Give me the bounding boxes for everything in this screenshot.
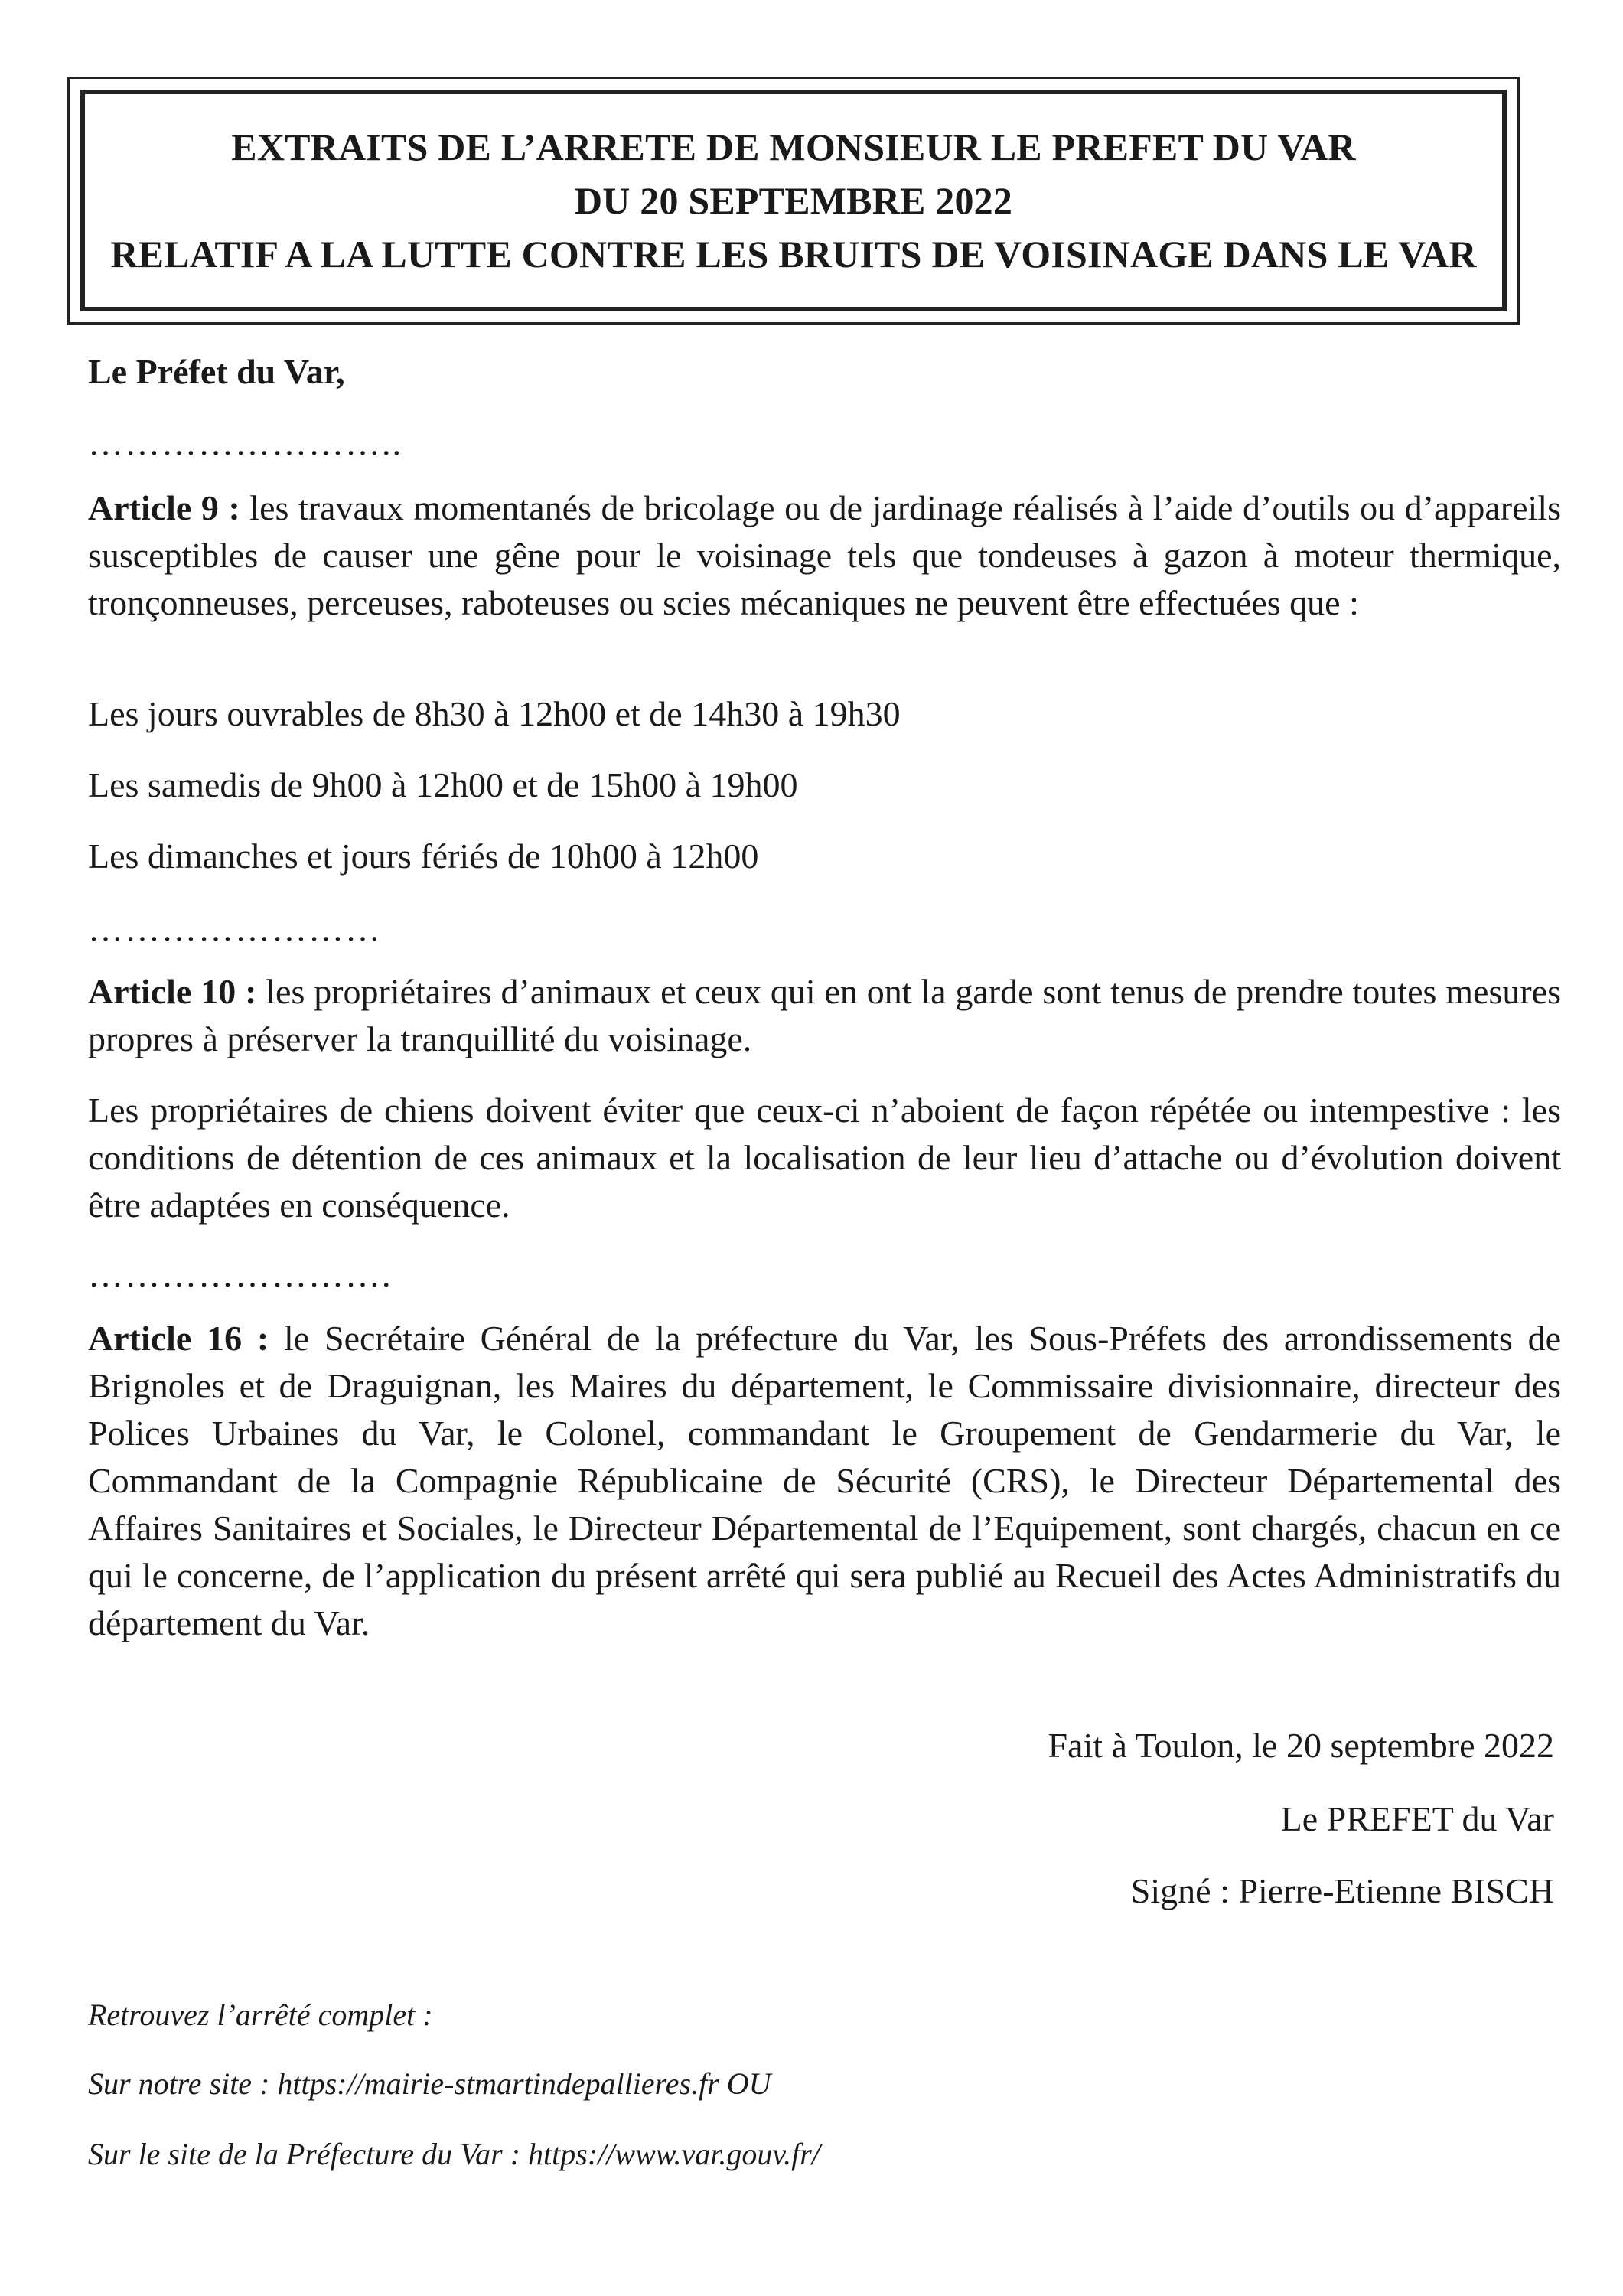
title-inner-frame [80, 90, 1507, 311]
title-line-1: EXTRAITS DE L’ARRETE DE MONSIEUR LE PREFET DU VAR [231, 126, 1356, 168]
intro-prefet: Le Préfet du Var, [88, 352, 345, 391]
article-16-text: le Secrétaire Général de la préfecture du Var, les Sous-Préfets des arrondissements de Brignoles et de Draguignan, les Maires du département, le Commissaire divisionnaire, directeur des Polices Urbaines du Var, le Colonel, commandant le Groupement de Gendarmerie du Var, le Commandant de la Compagnie Républicaine de Sécurité (CRS), le Directeur Départemental des Affaires Sanitaires et Sociales, le Directeur Départemental de l’Equipement, sont chargés, chacun en ce qui le concerne, de l’application du présent arrêté qui sera publié au Recueil des Actes Administratifs du département du Var. [88, 1319, 1562, 1642]
title-box [67, 77, 1520, 325]
article-9-label: Article 9 : [88, 488, 240, 527]
article-10-label: Article 10 : [88, 972, 257, 1011]
schedule-weekdays: Les jours ouvrables de 8h30 à 12h00 et de 14h30 à 19h30 [88, 694, 901, 733]
article-9 [88, 484, 1561, 627]
ellipsis-2: …………………… [88, 909, 382, 948]
article-16 [88, 1315, 1561, 1647]
footer-town-site: Sur notre site : https://mairie-stmartindepallieres.fr OU [88, 2066, 771, 2101]
footer-prefecture-site: Sur le site de la Préfecture du Var : https://www.var.gouv.fr/ [88, 2137, 820, 2171]
schedule-sundays: Les dimanches et jours fériés de 10h00 à 12h00 [88, 837, 759, 876]
signature-place-date: Fait à Toulon, le 20 septembre 2022 [1048, 1726, 1554, 1765]
signature-role: Le PREFET du Var [1280, 1799, 1554, 1838]
title-line-2: DU 20 SEPTEMBRE 2022 [574, 179, 1013, 222]
article-10-dogs: Les propriétaires de chiens doivent éviter que ceux-ci n’aboient de façon répétée ou intempestive : les conditions de détention de ces animaux et la localisation de leur lieu d’attache ou d’évolution doivent être adaptées en conséquence. [88, 1091, 1561, 1225]
ellipsis-3: ……………………. [88, 1255, 393, 1294]
article-10-text: les propriétaires d’animaux et ceux qui en ont la garde sont tenus de prendre toutes mesures propres à préserver la tranquillité du voisinage. [88, 972, 1561, 1058]
signature-signed: Signé : Pierre-Etienne BISCH [1130, 1871, 1554, 1910]
article-10 [88, 968, 1561, 1063]
article-16-label: Article 16 : [88, 1319, 269, 1358]
footer-find-full-decree: Retrouvez l’arrêté complet : [88, 1998, 433, 2032]
article-9-text: les travaux momentanés de bricolage ou de jardinage réalisés à l’aide d’outils ou d’appareils susceptibles de causer une gêne pour le voisinage tels que tondeuses à gazon à moteur thermique, tronçonneuses, perceuses, raboteuses ou scies mécaniques ne peuvent être effectuées que : [88, 488, 1561, 622]
schedule-saturdays: Les samedis de 9h00 à 12h00 et de 15h00 à 19h00 [88, 765, 798, 804]
title-line-3: RELATIF A LA LUTTE CONTRE LES BRUITS DE VOISINAGE DANS LE VAR [110, 233, 1477, 276]
ellipsis-1: …………………….. [88, 423, 402, 462]
